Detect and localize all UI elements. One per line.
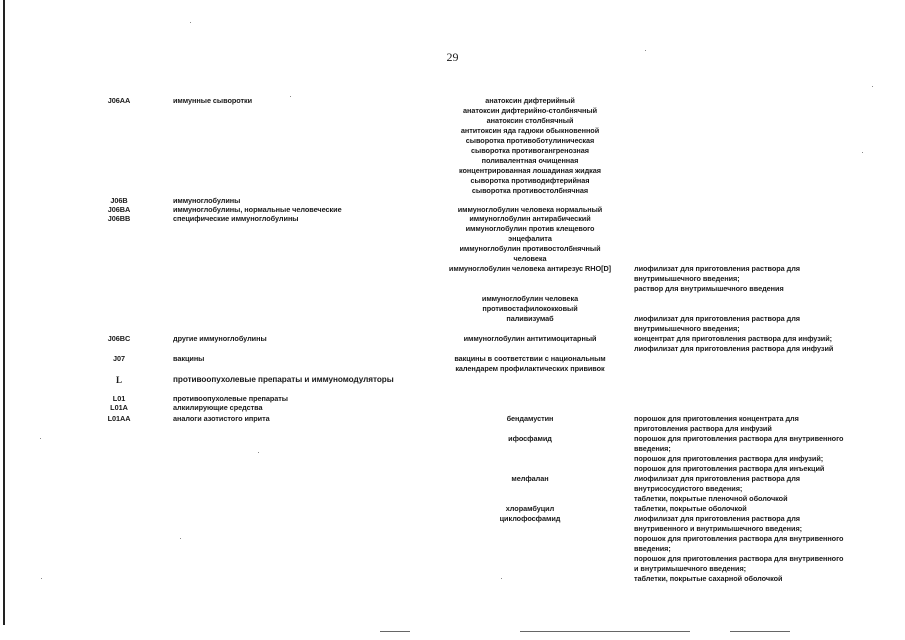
dosage-form: порошок для приготовления раствора для инфузий; bbox=[634, 454, 824, 463]
atc-group-name: иммунные сыворотки bbox=[173, 96, 253, 105]
drug-name: иммуноглобулин противостолбнячный bbox=[459, 244, 601, 253]
dosage-form: внутримышечного введения; bbox=[634, 274, 740, 283]
drug-name: иммуноглобулин человека bbox=[481, 294, 579, 303]
drug-name: анатоксин столбнячный bbox=[486, 116, 574, 125]
dosage-form: введения; bbox=[634, 444, 671, 453]
drug-name: ифосфамид bbox=[508, 434, 552, 443]
drug-name: сыворотка противостолбнячная bbox=[471, 186, 589, 195]
dosage-form: таблетки, покрытые оболочкой bbox=[634, 504, 747, 513]
atc-code: L01A bbox=[110, 403, 128, 412]
dosage-form: лиофилизат для приготовления раствора для bbox=[634, 314, 800, 323]
atc-group-name: вакцины bbox=[173, 354, 205, 363]
dosage-form: таблетки, покрытые сахарной оболочкой bbox=[634, 574, 783, 583]
scan-speck bbox=[501, 578, 502, 579]
drug-name: иммуноглобулин антирабический bbox=[469, 214, 591, 223]
drug-name: антитоксин яда гадюки обыкновенной bbox=[460, 126, 600, 135]
drug-name: поливалентная очищенная bbox=[481, 156, 579, 165]
drug-name: бендамустин bbox=[506, 414, 554, 423]
drug-name: хлорамбуцил bbox=[505, 504, 555, 513]
dosage-form: лиофилизат для приготовления раствора для инфузий bbox=[634, 344, 834, 353]
drug-name: мелфалан bbox=[511, 474, 549, 483]
scan-speck bbox=[40, 438, 41, 439]
drug-name: концентрированная лошадиная жидкая bbox=[459, 166, 601, 175]
atc-group-name: специфические иммуноглобулины bbox=[173, 214, 299, 223]
dosage-form: концентрат для приготовления раствора для инфузий; bbox=[634, 334, 833, 343]
drug-name: анатоксин дифтерийно-столбнячный bbox=[462, 106, 598, 115]
atc-group-name: иммуноглобулины bbox=[173, 196, 241, 205]
dosage-form: порошок для приготовления раствора для внутривенного bbox=[634, 434, 844, 443]
drug-name: циклофосфамид bbox=[499, 514, 561, 523]
scan-artifact-line bbox=[730, 631, 790, 632]
drug-name: иммуноглобулин против клещевого bbox=[465, 224, 595, 233]
dosage-form: внутрисосудистого введения; bbox=[634, 484, 743, 493]
atc-code: J06B bbox=[110, 196, 128, 205]
drug-name: сыворотка противоботулиническая bbox=[465, 136, 595, 145]
scan-speck bbox=[190, 22, 191, 23]
drug-name: энцефалита bbox=[508, 234, 552, 243]
drug-name: иммуноглобулин антитимоцитарный bbox=[463, 334, 597, 343]
page-number: 29 bbox=[446, 50, 459, 64]
drug-name: противостафилококковый bbox=[482, 304, 578, 313]
atc-group-name: алкилирующие средства bbox=[173, 403, 263, 412]
drug-name: календарем профилактических прививок bbox=[455, 364, 605, 373]
dosage-form: порошок для приготовления раствора для инъекций bbox=[634, 464, 825, 473]
dosage-form: лиофилизат для приготовления раствора для bbox=[634, 264, 800, 273]
atc-code: L01AA bbox=[107, 414, 131, 423]
dosage-form: порошок для приготовления раствора для внутривенного bbox=[634, 554, 844, 563]
atc-group-name: противоопухолевые препараты bbox=[173, 394, 288, 403]
table-row bbox=[0, 375, 905, 386]
dosage-form: внутривенного и внутримышечного введения; bbox=[634, 524, 803, 533]
atc-code: J06BC bbox=[107, 334, 131, 343]
atc-code: L bbox=[116, 375, 122, 385]
dosage-form: таблетки, покрытые пленочной оболочкой bbox=[634, 494, 788, 503]
dosage-form: лиофилизат для приготовления раствора для bbox=[634, 474, 800, 483]
table-row bbox=[0, 574, 905, 585]
dosage-form: лиофилизат для приготовления раствора для bbox=[634, 514, 800, 523]
drug-name: сыворотка противодифтерийная bbox=[470, 176, 590, 185]
atc-group-name: иммуноглобулины, нормальные человеческие bbox=[173, 205, 342, 214]
table-row bbox=[0, 364, 905, 375]
dosage-form: и внутримышечного введения; bbox=[634, 564, 747, 573]
atc-group-name: другие иммуноглобулины bbox=[173, 334, 267, 343]
scan-speck bbox=[872, 86, 873, 87]
dosage-form: раствор для внутримышечного введения bbox=[634, 284, 784, 293]
dosage-form: введения; bbox=[634, 544, 671, 553]
scan-speck bbox=[258, 452, 259, 453]
drug-name: иммуноглобулин человека нормальный bbox=[457, 205, 603, 214]
scan-artifact-line bbox=[380, 631, 410, 632]
atc-code: L01 bbox=[112, 394, 126, 403]
scan-speck bbox=[180, 538, 181, 539]
drug-name: паливизумаб bbox=[506, 314, 554, 323]
dosage-form: приготовления раствора для инфузий bbox=[634, 424, 772, 433]
dosage-form: порошок для приготовления концентрата для bbox=[634, 414, 799, 423]
scan-speck bbox=[862, 152, 863, 153]
atc-code: J06BB bbox=[107, 214, 131, 223]
scan-speck bbox=[290, 96, 291, 97]
drug-name: анатоксин дифтерийный bbox=[485, 96, 575, 105]
atc-code: J06AA bbox=[107, 96, 131, 105]
scan-speck bbox=[645, 50, 646, 51]
atc-code: J06BA bbox=[107, 205, 131, 214]
atc-code: J07 bbox=[112, 354, 126, 363]
drug-name: человека bbox=[513, 254, 547, 263]
scan-artifact-line bbox=[520, 631, 690, 632]
drug-name: вакцины в соответствии с национальным bbox=[454, 354, 606, 363]
table-row bbox=[0, 403, 905, 414]
dosage-form: внутримышечного введения; bbox=[634, 324, 740, 333]
scan-speck bbox=[41, 578, 42, 579]
drug-name: иммуноглобулин человека антирезус RHO[D] bbox=[448, 264, 612, 273]
atc-group-name: аналоги азотистого иприта bbox=[173, 414, 270, 423]
dosage-form: порошок для приготовления раствора для внутривенного bbox=[634, 534, 844, 543]
drug-name: сыворотка противогангренозная bbox=[471, 146, 589, 155]
atc-group-name: противоопухолевые препараты и иммуномодуляторы bbox=[173, 375, 394, 384]
